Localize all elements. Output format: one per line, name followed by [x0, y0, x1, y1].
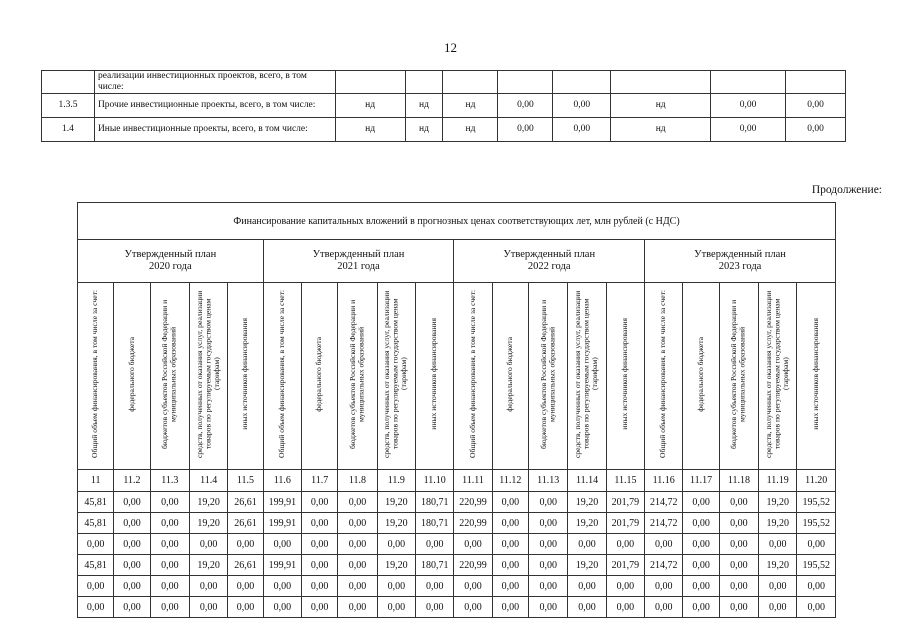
- table-cell: 19,20: [190, 492, 228, 513]
- table-cell: 26,61: [228, 492, 263, 513]
- table-row: [78, 576, 836, 597]
- row-name: реализации инвестиционных проектов, всего, в том числе:: [94, 71, 335, 94]
- column-subheader-text: бюджетов субъектов Российской Федерации и муниципальных образований: [160, 299, 178, 449]
- column-subheader-text: федерального бюджета: [314, 336, 324, 412]
- table-cell: 0,00: [302, 576, 338, 597]
- table-row: [42, 71, 846, 94]
- table-cell: 0,00: [553, 94, 611, 118]
- column-number: 11.18: [719, 470, 758, 492]
- table-cell: 199,91: [263, 555, 301, 576]
- column-subheader-text: федерального бюджета: [505, 336, 515, 412]
- year-group-header: [78, 240, 264, 283]
- table-row: [78, 534, 836, 555]
- table-cell: 0,00: [529, 597, 568, 618]
- column-number: 11.2: [114, 470, 150, 492]
- table-cell: 0,00: [150, 513, 189, 534]
- table-cell: 0,00: [228, 534, 263, 555]
- table-cell: 0,00: [114, 513, 150, 534]
- table-cell: 0,00: [568, 576, 606, 597]
- table-cell: 0,00: [492, 555, 528, 576]
- table-cell: 195,52: [797, 492, 836, 513]
- table-cell: 220,99: [454, 492, 492, 513]
- table-cell: [405, 71, 443, 94]
- table-cell: 0,00: [492, 513, 528, 534]
- table-cell: 19,20: [190, 513, 228, 534]
- continuation-label: Продолжение:: [811, 184, 882, 196]
- column-subheader-text: иных источников финансирования: [429, 318, 439, 430]
- column-number: 11.9: [377, 470, 415, 492]
- year-group-line2: 2020 года: [149, 261, 192, 272]
- column-subheader-text: Общий объем финансирования, в том числе за счет:: [90, 290, 100, 458]
- year-group-header: [263, 240, 454, 283]
- column-subheader-text: Общий объем финансирования, в том числе за счет:: [658, 290, 668, 458]
- table-cell: 0,00: [711, 94, 786, 118]
- table-cell: 0,00: [114, 534, 150, 555]
- column-subheader: [529, 283, 568, 470]
- table-cell: 0,00: [797, 576, 836, 597]
- table-cell: 0,00: [529, 576, 568, 597]
- table-cell: 0,00: [498, 94, 553, 118]
- table-cell: 0,00: [759, 597, 797, 618]
- column-subheader-text: средств, полученных от оказания услуг, реализации товаров по регулируемым государством ценам (тарифам): [763, 290, 791, 458]
- table-cell: 0,00: [114, 492, 150, 513]
- year-group-line2: 2022 года: [527, 261, 571, 272]
- table-cell: 214,72: [645, 555, 683, 576]
- table-cell: 0,00: [529, 534, 568, 555]
- column-subheader: [606, 283, 644, 470]
- table-row: [78, 492, 836, 513]
- table-cell: 0,00: [683, 513, 719, 534]
- table-cell: 180,71: [416, 492, 454, 513]
- table-cell: 180,71: [416, 555, 454, 576]
- table-cell: 0,00: [338, 576, 377, 597]
- table-cell: [711, 71, 786, 94]
- row-id: 1.3.5: [42, 94, 95, 118]
- year-group-line1: Утвержденный план: [312, 249, 405, 260]
- table-cell: 0,00: [786, 94, 846, 118]
- year-group-line1: Утвержденный план: [503, 249, 596, 260]
- column-number: 11.17: [683, 470, 719, 492]
- table-cell: 214,72: [645, 492, 683, 513]
- column-subheader-text: иных источников финансирования: [810, 318, 820, 430]
- table-cell: 0,00: [711, 118, 786, 142]
- table-cell: 199,91: [263, 492, 301, 513]
- column-number: 11.15: [606, 470, 644, 492]
- table-cell: 0,00: [797, 534, 836, 555]
- column-subheader-text: бюджетов субъектов Российской Федерации и муниципальных образований: [347, 299, 366, 449]
- column-subheader-text: бюджетов субъектов Российской Федерации и муниципальных образований: [729, 299, 747, 449]
- table-cell: 0,00: [377, 534, 415, 555]
- table-cell: 214,72: [645, 513, 683, 534]
- column-number: 11.3: [150, 470, 189, 492]
- table-cell: 0,00: [263, 534, 301, 555]
- column-number: 11: [78, 470, 114, 492]
- table-cell: 0,00: [377, 597, 415, 618]
- table-cell: 0,00: [78, 534, 114, 555]
- table-cell: 19,20: [568, 555, 606, 576]
- table-cell: 0,00: [719, 492, 758, 513]
- column-subheader-text: бюджетов субъектов Российской Федерации и муниципальных образований: [538, 299, 557, 449]
- table-cell: 0,00: [606, 597, 644, 618]
- table-cell: 0,00: [645, 534, 683, 555]
- column-number: 11.4: [190, 470, 228, 492]
- table-cell: 0,00: [190, 597, 228, 618]
- table-cell: 0,00: [263, 576, 301, 597]
- column-subheader: [416, 283, 454, 470]
- table-cell: нд: [335, 94, 405, 118]
- year-group-line1: Утвержденный план: [124, 249, 217, 260]
- column-subheader: [683, 283, 719, 470]
- column-number: 11.11: [454, 470, 492, 492]
- table-cell: 0,00: [416, 534, 454, 555]
- year-group-line2: 2023 года: [718, 261, 762, 272]
- table-cell: 0,00: [377, 576, 415, 597]
- table-cell: 19,20: [568, 492, 606, 513]
- column-subheader: [797, 283, 836, 470]
- table-cell: 0,00: [302, 513, 338, 534]
- column-subheader-text: иных источников финансирования: [240, 318, 250, 430]
- table-cell: 0,00: [719, 513, 758, 534]
- table-cell: 0,00: [645, 576, 683, 597]
- table-cell: 0,00: [190, 534, 228, 555]
- column-subheader: [492, 283, 528, 470]
- table-cell: 0,00: [338, 597, 377, 618]
- table-cell: 0,00: [454, 534, 492, 555]
- column-subheader-text: средств, полученных от оказания услуг, реализации товаров по регулируемым государством ценам (тарифам): [382, 290, 409, 458]
- table-cell: 0,00: [302, 597, 338, 618]
- table-cell: 0,00: [150, 534, 189, 555]
- table-cell: 0,00: [568, 534, 606, 555]
- table-cell: 0,00: [719, 534, 758, 555]
- table-cell: 220,99: [454, 513, 492, 534]
- column-subheader: [338, 283, 377, 470]
- table-cell: нд: [335, 118, 405, 142]
- table-cell: нд: [611, 118, 711, 142]
- table-cell: 0,00: [114, 555, 150, 576]
- table-cell: 0,00: [228, 597, 263, 618]
- table-cell: [498, 71, 553, 94]
- table-cell: 0,00: [606, 576, 644, 597]
- table-cell: 180,71: [416, 513, 454, 534]
- column-subheader-text: Общий объем финансирования, в том числе за счет:: [277, 290, 287, 458]
- table-cell: 0,00: [719, 597, 758, 618]
- column-subheader: [759, 283, 797, 470]
- table-cell: 0,00: [338, 534, 377, 555]
- column-number: 11.16: [645, 470, 683, 492]
- table-cell: 0,00: [302, 492, 338, 513]
- column-subheader: [302, 283, 338, 470]
- table-cell: нд: [443, 94, 498, 118]
- column-subheader-text: федерального бюджета: [126, 336, 136, 412]
- table-row: [78, 513, 836, 534]
- table-cell: 19,20: [377, 513, 415, 534]
- column-subheader: [263, 283, 301, 470]
- table-cell: 0,00: [719, 576, 758, 597]
- table-cell: нд: [405, 118, 443, 142]
- table-cell: 0,00: [338, 555, 377, 576]
- table-cell: 0,00: [529, 492, 568, 513]
- table-cell: 0,00: [553, 118, 611, 142]
- table-cell: 0,00: [529, 555, 568, 576]
- table-cell: 0,00: [150, 576, 189, 597]
- table-cell: 0,00: [338, 492, 377, 513]
- row-id: [42, 71, 95, 94]
- column-number: 11.12: [492, 470, 528, 492]
- investment-projects-table: [41, 70, 846, 142]
- column-subheader-text: федерального бюджета: [695, 336, 705, 412]
- row-name: Иные инвестиционные проекты, всего, в том числе:: [94, 118, 335, 142]
- column-subheader: [645, 283, 683, 470]
- table-cell: 0,00: [263, 597, 301, 618]
- table-cell: 0,00: [492, 576, 528, 597]
- table-row: [78, 555, 836, 576]
- table-cell: 0,00: [78, 597, 114, 618]
- column-subheader: [568, 283, 606, 470]
- table-cell: 0,00: [786, 118, 846, 142]
- table-cell: 201,79: [606, 513, 644, 534]
- table-cell: 0,00: [683, 597, 719, 618]
- column-subheader: [190, 283, 228, 470]
- table-cell: [335, 71, 405, 94]
- column-subheader: [78, 283, 114, 470]
- table-cell: 45,81: [78, 555, 114, 576]
- table-cell: 0,00: [338, 513, 377, 534]
- year-group-header: [454, 240, 645, 283]
- year-group-line1: Утвержденный план: [694, 249, 786, 260]
- table-cell: нд: [405, 94, 443, 118]
- column-subheader-text: средств, полученных от оказания услуг, реализации товаров по регулируемым государством ценам (тарифам): [194, 290, 221, 458]
- table-cell: 0,00: [492, 534, 528, 555]
- table-cell: 0,00: [683, 555, 719, 576]
- column-subheader: [228, 283, 263, 470]
- column-subheader-text: иных источников финансирования: [620, 318, 630, 430]
- column-number: 11.14: [568, 470, 606, 492]
- table-row: [78, 597, 836, 618]
- table-row: [42, 118, 846, 142]
- table-cell: 26,61: [228, 513, 263, 534]
- table-cell: 0,00: [150, 555, 189, 576]
- table-cell: 0,00: [190, 576, 228, 597]
- table-cell: [553, 71, 611, 94]
- table-cell: 220,99: [454, 555, 492, 576]
- table-cell: 0,00: [606, 534, 644, 555]
- table-cell: 0,00: [454, 576, 492, 597]
- table-cell: 0,00: [529, 513, 568, 534]
- column-subheader-text: Общий объем финансирования, в том числе за счет:: [467, 290, 477, 458]
- table-cell: 0,00: [719, 555, 758, 576]
- table-cell: 19,20: [759, 555, 797, 576]
- financing-table: [77, 202, 836, 618]
- table-cell: 19,20: [568, 513, 606, 534]
- table-cell: 195,52: [797, 513, 836, 534]
- table-cell: 0,00: [492, 597, 528, 618]
- table-cell: 0,00: [645, 597, 683, 618]
- column-subheader: [150, 283, 189, 470]
- row-id: 1.4: [42, 118, 95, 142]
- column-number: 11.6: [263, 470, 301, 492]
- column-subheader: [114, 283, 150, 470]
- table-cell: 0,00: [114, 597, 150, 618]
- table-cell: [611, 71, 711, 94]
- table-cell: 45,81: [78, 492, 114, 513]
- column-subheader: [454, 283, 492, 470]
- column-number: 11.10: [416, 470, 454, 492]
- column-subheader-text: средств, полученных от оказания услуг, реализации товаров по регулируемым государством ценам (тарифам): [573, 290, 600, 458]
- table-cell: 0,00: [302, 555, 338, 576]
- table-cell: 0,00: [150, 492, 189, 513]
- column-number: 11.19: [759, 470, 797, 492]
- table-cell: 19,20: [759, 513, 797, 534]
- column-number: 11.13: [529, 470, 568, 492]
- table-cell: нд: [443, 118, 498, 142]
- table-cell: 45,81: [78, 513, 114, 534]
- table-cell: 0,00: [454, 597, 492, 618]
- table-cell: 0,00: [114, 576, 150, 597]
- table-cell: 0,00: [759, 534, 797, 555]
- table-cell: 0,00: [683, 534, 719, 555]
- table-cell: 19,20: [190, 555, 228, 576]
- table-row: [42, 94, 846, 118]
- table-cell: 0,00: [416, 576, 454, 597]
- column-number: 11.20: [797, 470, 836, 492]
- table-cell: 0,00: [498, 118, 553, 142]
- column-subheader: [377, 283, 415, 470]
- table-cell: 19,20: [377, 492, 415, 513]
- year-group-header: [645, 240, 836, 283]
- table-cell: 201,79: [606, 492, 644, 513]
- table-cell: 19,20: [759, 492, 797, 513]
- table-cell: 0,00: [759, 576, 797, 597]
- table-cell: [443, 71, 498, 94]
- table-cell: 0,00: [568, 597, 606, 618]
- column-number: 11.8: [338, 470, 377, 492]
- table-cell: 0,00: [228, 576, 263, 597]
- table-cell: 26,61: [228, 555, 263, 576]
- year-group-line2: 2021 года: [337, 261, 380, 272]
- table-cell: [786, 71, 846, 94]
- table-cell: 0,00: [150, 597, 189, 618]
- table-cell: 0,00: [416, 597, 454, 618]
- column-subheader: [719, 283, 758, 470]
- table-cell: 0,00: [492, 492, 528, 513]
- table-cell: 0,00: [683, 492, 719, 513]
- table-cell: 199,91: [263, 513, 301, 534]
- page-number: 12: [444, 40, 457, 55]
- table-cell: 201,79: [606, 555, 644, 576]
- table-cell: 0,00: [797, 597, 836, 618]
- table-cell: нд: [611, 94, 711, 118]
- financing-table-title: Финансирование капитальных вложений в прогнозных ценах соответствующих лет, млн рублей (с НДС): [78, 203, 836, 240]
- row-name: Прочие инвестиционные проекты, всего, в том числе:: [94, 94, 335, 118]
- table-cell: 195,52: [797, 555, 836, 576]
- table-cell: 19,20: [377, 555, 415, 576]
- column-number: 11.7: [302, 470, 338, 492]
- column-number: 11.5: [228, 470, 263, 492]
- table-cell: 0,00: [302, 534, 338, 555]
- table-cell: 0,00: [78, 576, 114, 597]
- table-cell: 0,00: [683, 576, 719, 597]
